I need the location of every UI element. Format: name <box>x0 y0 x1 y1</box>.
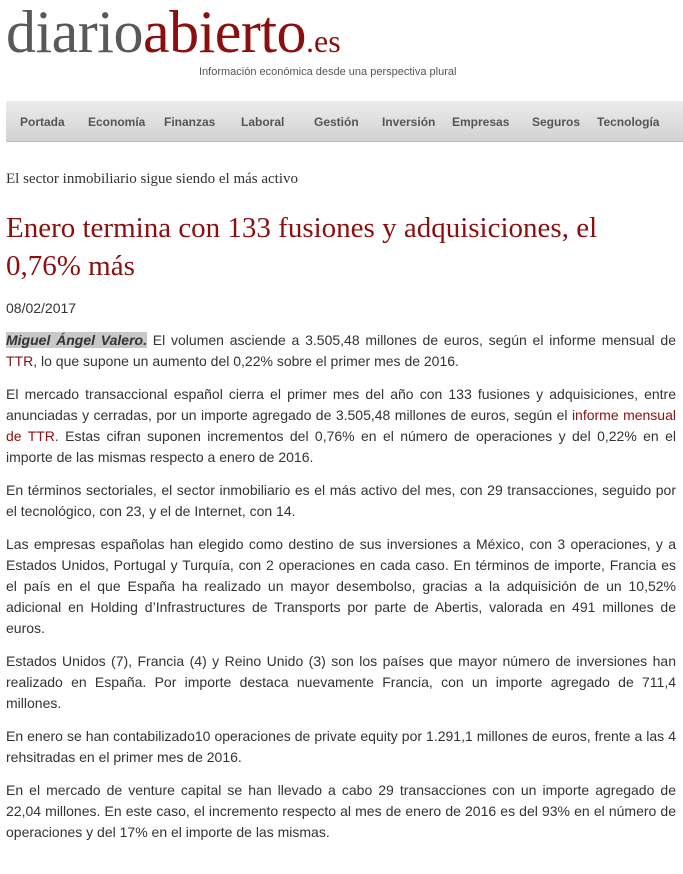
nav-laboral[interactable]: Laboral <box>241 115 285 129</box>
nav-seguros[interactable]: Seguros <box>532 115 581 129</box>
nav-gestion[interactable]: Gestión <box>314 115 359 129</box>
article-paragraph <box>6 330 676 372</box>
article-date: 08/02/2017 <box>6 300 77 316</box>
paragraph-text: El volumen asciende a 3.505,48 millones de euros, según el informe mensual de <box>146 332 676 348</box>
main-navigation <box>6 101 683 142</box>
nav-inversion[interactable]: Inversión <box>382 115 436 129</box>
article-kicker: El sector inmobiliario sigue siendo el más activo <box>6 171 299 187</box>
nav-economia[interactable]: Economía <box>88 115 146 129</box>
paragraph-text: . Estas cifran suponen incrementos del 0,76% en el número de operaciones y del 0,22% en el importe de las mismas respecto a enero de 2016. <box>6 428 676 465</box>
article-paragraph: En el mercado de venture capital se han llevado a cabo 29 transacciones con un importe agregado de 22,04 millones. En este caso, el incremento respecto al mes de enero de 2016 es del 93% en el número de operaciones y del 17% en el importe de las mismas. <box>6 782 676 840</box>
article-paragraph: Las empresas españolas han elegido como destino de sus inversiones a México, con 3 operaciones, y a Estados Unidos, Portugal y Turquía, con 2 operaciones en cada caso. En términos de importe, Francia es el país en el que España ha realizado un mayor desembolso, gracias a la adquisición de un 10,52% adicional en Holding d’Infrastructures de Transports por parte de Abertis, valorada en 491 millones de euros. <box>6 536 676 636</box>
article-body <box>6 330 676 855</box>
logo-word-abierto: abierto <box>142 0 307 65</box>
logo-domain: .es <box>306 23 341 59</box>
nav-portada[interactable]: Portada <box>20 115 65 129</box>
article-paragraph: En enero se han contabilizado10 operaciones de private equity por 1.291,1 millones de euros, frente a las 4 rehsitradas en el primer mes de 2016. <box>6 728 676 765</box>
paragraph-text: El mercado transaccional español cierra el primer mes del año con 133 fusiones y adquisiciones, entre anunciadas y cerradas, por un importe agregado de 3.505,48 millones de euros, según el <box>6 386 676 423</box>
nav-finanzas[interactable]: Finanzas <box>164 115 216 129</box>
article-paragraph: En términos sectoriales, el sector inmobiliario es el más activo del mes, con 29 transacciones, seguido por el tecnológico, con 23, y el de Internet, con 14. <box>6 482 676 519</box>
logo-word-diario: diario <box>6 0 143 65</box>
nav-tecnologia[interactable]: Tecnología <box>597 115 660 129</box>
nav-empresas[interactable]: Empresas <box>452 115 510 129</box>
article-author: Miguel Ángel Valero. <box>6 332 147 348</box>
article-headline: Enero termina con 133 fusiones y adquisiciones, el 0,76% más <box>6 212 598 282</box>
paragraph-text: , lo que supone un aumento del 0,22% sobre el primer mes de 2016. <box>33 353 459 369</box>
site-logo[interactable] <box>6 0 341 65</box>
article-paragraph <box>6 384 676 468</box>
ttr-report-link[interactable]: informe mensual de TTR <box>6 407 676 444</box>
site-tagline: Información económica desde una perspectiva plural <box>199 66 457 78</box>
ttr-link[interactable]: TTR <box>6 353 34 369</box>
article-paragraph: Estados Unidos (7), Francia (4) y Reino Unido (3) son los países que mayor número de inversiones han realizado en España. Por importe destaca nuevamente Francia, con un importe agregado de 711,4 millones. <box>6 653 676 711</box>
